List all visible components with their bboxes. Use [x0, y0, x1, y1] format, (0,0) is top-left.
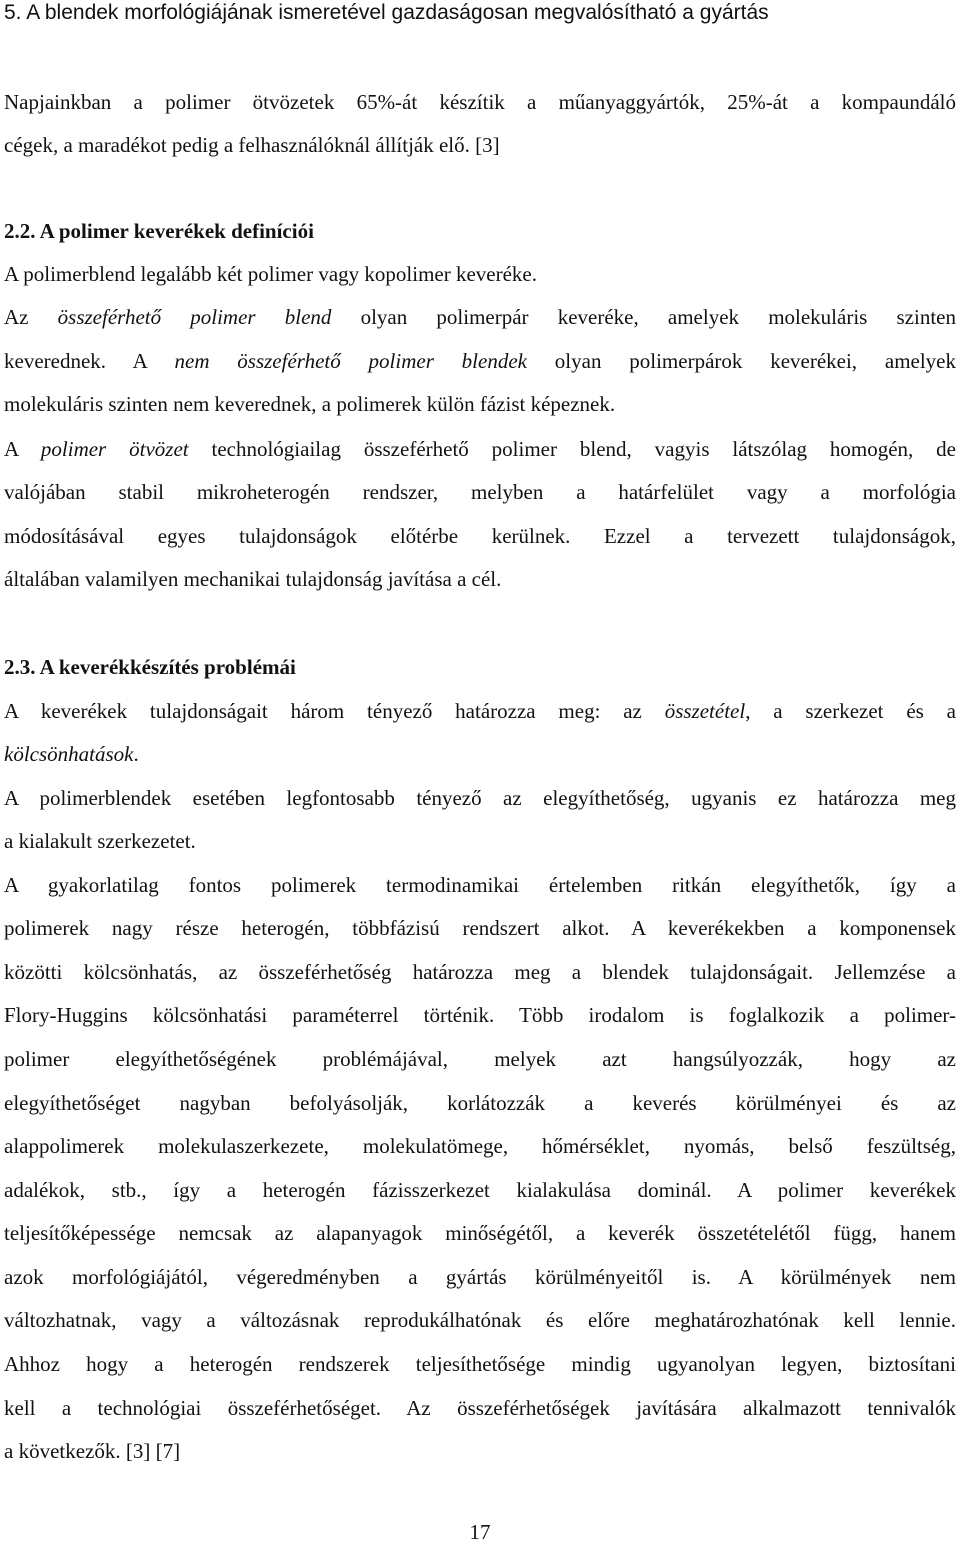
term-incompatible-blend: nem összeférhető polimer blendek [174, 349, 527, 373]
miscibility-line-1: A polimerblendek esetében legfontosabb tényező az elegyíthetőség, ugyanis ez határozza meg [4, 786, 956, 810]
body-line: Flory-Huggins kölcsönhatási paraméterrel történik. Több irodalom is foglalkozik a polimer- [4, 1003, 956, 1027]
intro-line-1: Napjainkban a polimer ötvözetek 65%-át készítik a műanyaggyártók, 25%-át a kompaundáló [4, 90, 956, 114]
definition-alloy-line-1: A polimer ötvözet technológiailag összeférhető polimer blend, vagyis látszólag homogén, de [4, 437, 957, 461]
term-composition: összetétel [664, 699, 746, 723]
body-line: polimer elegyíthetőségének problémájával, melyek azt hangsúlyozzák, hogy az [4, 1047, 956, 1071]
definition-alloy-line-4: általában valamilyen mechanikai tulajdonság javítása a cél. [4, 567, 502, 591]
body-line: közötti kölcsönhatás, az összeférhetőség határozza meg a blendek tulajdonságait. Jellemzése a [4, 960, 956, 984]
body-line: Ahhoz hogy a heterogén rendszerek teljesíthetősége mindig ugyanolyan legyen, biztosítani [4, 1352, 956, 1376]
body-line: A gyakorlatilag fontos polimerek termodinamikai értelemben ritkán elegyíthetők, így a [4, 873, 956, 897]
term-compatible-blend: összeférhető polimer blend [57, 305, 332, 329]
section-2-3-heading: 2.3. A keverékkészítés problémái [4, 655, 296, 679]
intro-line-2: cégek, a maradékot pedig a felhasználóknál állítják elő. [3] [4, 133, 500, 157]
definition-alloy-line-3: módosításával egyes tulajdonságok előtérbe kerülnek. Ezzel a tervezett tulajdonságok, [4, 524, 956, 548]
body-line: adalékok, stb., így a heterogén fázisszerkezet kialakulása dominál. A polimer keverékek [4, 1178, 956, 1202]
factors-line-2: kölcsönhatások. [4, 742, 139, 766]
top-heading: 5. A blendek morfológiájának ismeretével gazdaságosan megvalósítható a gyártás [4, 1, 769, 24]
section-2-2-heading: 2.2. A polimer keverékek definíciói [4, 219, 314, 243]
term-polymer-alloy: polimer ötvözet [40, 437, 189, 461]
miscibility-line-2: a kialakult szerkezetet. [4, 829, 196, 853]
definition-incompatible-line-1: keverednek. A nem összeférhető polimer blendek olyan polimerpárok keverékei, amelyek [4, 349, 956, 373]
body-line: teljesítőképessége nemcsak az alapanyagok minőségétől, a keverék összetételétől függ, hanem [4, 1221, 956, 1245]
term-interactions: kölcsönhatások [4, 742, 134, 766]
definition-compatible-line-1: Az összeférhető polimer blend olyan polimerpár keveréke, amelyek molekuláris szinten [4, 305, 956, 329]
definition-incompatible-line-2: molekuláris szinten nem keverednek, a polimerek külön fázist képeznek. [4, 392, 616, 416]
body-line-last: a következők. [3] [7] [4, 1439, 181, 1463]
body-line: változhatnak, vagy a változásnak reprodukálhatónak és előre meghatározhatónak kell lennie. [4, 1308, 956, 1332]
definition-polymer-blend: A polimerblend legalább két polimer vagy kopolimer keveréke. [4, 262, 537, 286]
definition-alloy-line-2: valójában stabil mikroheterogén rendszer, melyben a határfelület vagy a morfológia [4, 480, 956, 504]
body-line: alappolimerek molekulaszerkezete, molekulatömege, hőmérséklet, nyomás, belső feszültség, [4, 1134, 956, 1158]
body-line: elegyíthetőséget nagyban befolyásolják, korlátozzák a keverés körülményei és az [4, 1091, 956, 1115]
body-line: azok morfológiájától, végeredményben a gyártás körülményeitől is. A körülmények nem [4, 1265, 956, 1289]
factors-line-1: A keverékek tulajdonságait három tényező határozza meg: az összetétel, a szerkezet és a [4, 699, 956, 723]
page-number: 17 [469, 1520, 491, 1544]
body-line: polimerek nagy része heterogén, többfázisú rendszert alkot. A keverékekben a komponensek [4, 916, 956, 940]
body-line: kell a technológiai összeférhetőséget. Az összeférhetőségek javítására alkalmazott tennivalók [4, 1396, 956, 1420]
